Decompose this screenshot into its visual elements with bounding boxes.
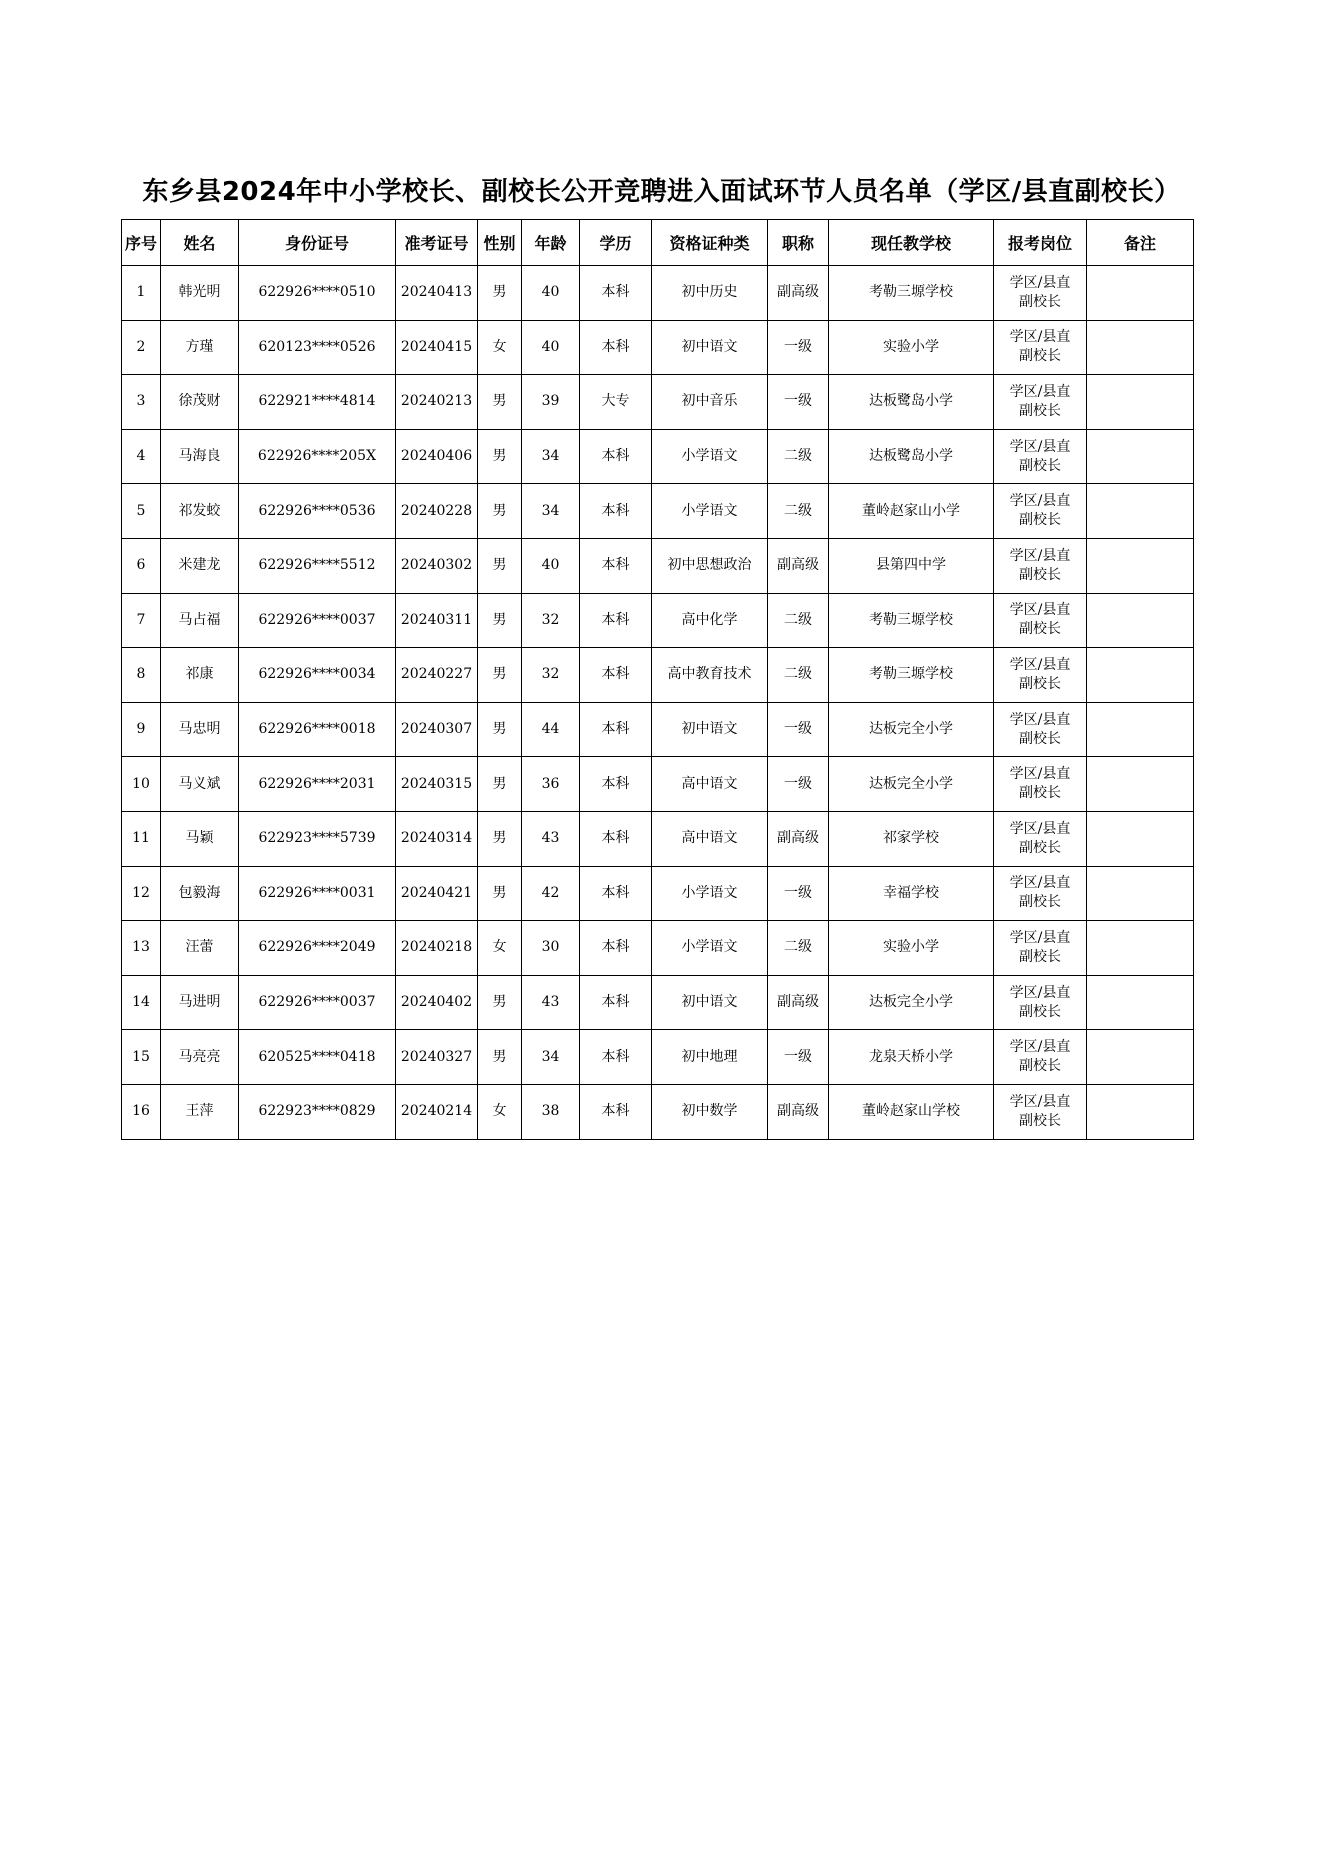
cell-applied-post [994,429,1087,484]
cell-title-rank: 一级 [768,375,829,430]
cell-remarks [1087,1084,1194,1139]
applied-post-text: 学区/县直副校长 [1009,1039,1071,1075]
cell-age: 32 [522,648,580,703]
cell-id-number: 622926****0037 [239,975,396,1030]
cell-education: 本科 [580,921,652,976]
cell-age: 44 [522,702,580,757]
cell-gender: 男 [478,593,522,648]
cell-age: 34 [522,429,580,484]
cell-exam-number: 20240218 [396,921,478,976]
cell-education: 本科 [580,866,652,921]
cell-current-school: 达板完全小学 [829,702,994,757]
cell-gender: 男 [478,702,522,757]
cell-gender: 男 [478,375,522,430]
cell-certificate-type: 小学语文 [652,429,768,484]
cell-education: 本科 [580,266,652,321]
cell-applied-post [994,648,1087,703]
cell-title-rank: 副高级 [768,1084,829,1139]
cell-id-number: 622926****0037 [239,593,396,648]
cell-current-school: 县第四中学 [829,538,994,593]
cell-current-school: 达板完全小学 [829,975,994,1030]
cell-id-number: 620123****0526 [239,320,396,375]
cell-remarks [1087,593,1194,648]
cell-seq: 7 [122,593,161,648]
applied-post-text: 学区/县直副校长 [1009,547,1071,583]
cell-education: 本科 [580,648,652,703]
cell-seq: 1 [122,266,161,321]
table-row [122,429,1194,484]
cell-title-rank: 副高级 [768,975,829,1030]
cell-certificate-type: 小学语文 [652,921,768,976]
cell-gender: 女 [478,921,522,976]
cell-remarks [1087,538,1194,593]
cell-id-number: 622926****0018 [239,702,396,757]
cell-title-rank: 副高级 [768,266,829,321]
cell-remarks [1087,320,1194,375]
cell-id-number: 622926****0031 [239,866,396,921]
header-id-number: 身份证号 [239,220,396,266]
applied-post-text: 学区/县直副校长 [1009,820,1071,856]
cell-gender: 男 [478,538,522,593]
applied-post-text: 学区/县直副校长 [1009,274,1071,310]
cell-certificate-type: 高中语文 [652,757,768,812]
cell-title-rank: 二级 [768,648,829,703]
header-applied-post: 报考岗位 [994,220,1087,266]
header-current-school: 现任教学校 [829,220,994,266]
cell-remarks [1087,484,1194,539]
cell-applied-post [994,702,1087,757]
cell-id-number: 622926****0510 [239,266,396,321]
cell-name: 祁康 [161,648,239,703]
cell-current-school: 实验小学 [829,320,994,375]
cell-exam-number: 20240227 [396,648,478,703]
cell-certificate-type: 初中语文 [652,320,768,375]
cell-seq: 4 [122,429,161,484]
cell-certificate-type: 初中语文 [652,702,768,757]
cell-education: 本科 [580,593,652,648]
cell-gender: 女 [478,320,522,375]
cell-gender: 男 [478,429,522,484]
cell-education: 本科 [580,484,652,539]
cell-name: 王萍 [161,1084,239,1139]
cell-current-school: 考勒三塬学校 [829,593,994,648]
cell-gender: 男 [478,266,522,321]
cell-seq: 3 [122,375,161,430]
cell-age: 34 [522,1030,580,1085]
cell-age: 43 [522,975,580,1030]
cell-current-school: 龙泉天桥小学 [829,1030,994,1085]
applied-post-text: 学区/县直副校长 [1009,493,1071,529]
cell-seq: 2 [122,320,161,375]
applied-post-text: 学区/县直副校长 [1009,602,1071,638]
cell-certificate-type: 小学语文 [652,866,768,921]
cell-id-number: 622926****5512 [239,538,396,593]
table-row [122,1030,1194,1085]
table-row [122,538,1194,593]
cell-education: 大专 [580,375,652,430]
applied-post-text: 学区/县直副校长 [1009,656,1071,692]
cell-gender: 男 [478,975,522,1030]
cell-remarks [1087,866,1194,921]
cell-seq: 5 [122,484,161,539]
cell-remarks [1087,757,1194,812]
cell-name: 马义斌 [161,757,239,812]
cell-certificate-type: 初中地理 [652,1030,768,1085]
applied-post-text: 学区/县直副校长 [1009,1093,1071,1129]
cell-title-rank: 二级 [768,429,829,484]
cell-title-rank: 副高级 [768,538,829,593]
cell-exam-number: 20240415 [396,320,478,375]
table-row [122,320,1194,375]
cell-name: 马海良 [161,429,239,484]
cell-title-rank: 二级 [768,484,829,539]
cell-exam-number: 20240406 [396,429,478,484]
applied-post-text: 学区/县直副校长 [1009,875,1071,911]
cell-remarks [1087,975,1194,1030]
cell-remarks [1087,429,1194,484]
cell-applied-post [994,484,1087,539]
cell-age: 36 [522,757,580,812]
cell-current-school: 达板完全小学 [829,757,994,812]
cell-exam-number: 20240327 [396,1030,478,1085]
cell-name: 韩光明 [161,266,239,321]
cell-education: 本科 [580,1030,652,1085]
cell-current-school: 达板鹭岛小学 [829,429,994,484]
cell-name: 汪蕾 [161,921,239,976]
cell-age: 39 [522,375,580,430]
applied-post-text: 学区/县直副校长 [1009,438,1071,474]
cell-seq: 11 [122,811,161,866]
cell-age: 40 [522,320,580,375]
cell-gender: 男 [478,484,522,539]
document-title: 东乡县2024年中小学校长、副校长公开竞聘进入面试环节人员名单（学区/县直副校长） [142,177,1181,207]
cell-current-school: 董岭赵家山学校 [829,1084,994,1139]
cell-seq: 16 [122,1084,161,1139]
table-row [122,1084,1194,1139]
cell-age: 32 [522,593,580,648]
cell-current-school: 实验小学 [829,921,994,976]
header-gender: 性别 [478,220,522,266]
cell-age: 34 [522,484,580,539]
applied-post-text: 学区/县直副校长 [1009,383,1071,419]
cell-name: 马亮亮 [161,1030,239,1085]
cell-title-rank: 一级 [768,1030,829,1085]
cell-certificate-type: 高中化学 [652,593,768,648]
cell-education: 本科 [580,702,652,757]
cell-title-rank: 副高级 [768,811,829,866]
cell-seq: 8 [122,648,161,703]
cell-id-number: 622926****2031 [239,757,396,812]
table-row [122,811,1194,866]
cell-age: 43 [522,811,580,866]
cell-name: 包毅海 [161,866,239,921]
cell-remarks [1087,702,1194,757]
cell-seq: 6 [122,538,161,593]
cell-applied-post [994,757,1087,812]
cell-name: 方瑾 [161,320,239,375]
cell-remarks [1087,921,1194,976]
cell-gender: 男 [478,1030,522,1085]
cell-seq: 10 [122,757,161,812]
cell-applied-post [994,1030,1087,1085]
cell-applied-post [994,811,1087,866]
cell-current-school: 祁家学校 [829,811,994,866]
cell-exam-number: 20240213 [396,375,478,430]
cell-id-number: 622926****205X [239,429,396,484]
header-exam-number: 准考证号 [396,220,478,266]
cell-age: 40 [522,538,580,593]
applied-post-text: 学区/县直副校长 [1009,766,1071,802]
cell-exam-number: 20240413 [396,266,478,321]
cell-gender: 男 [478,811,522,866]
cell-exam-number: 20240315 [396,757,478,812]
cell-current-school: 董岭赵家山小学 [829,484,994,539]
header-name: 姓名 [161,220,239,266]
cell-remarks [1087,266,1194,321]
header-seq: 序号 [122,220,161,266]
candidate-table [121,219,1194,1140]
cell-title-rank: 一级 [768,702,829,757]
cell-name: 米建龙 [161,538,239,593]
cell-current-school: 考勒三塬学校 [829,648,994,703]
cell-name: 马占福 [161,593,239,648]
cell-title-rank: 一级 [768,320,829,375]
cell-age: 40 [522,266,580,321]
cell-applied-post [994,975,1087,1030]
cell-id-number: 622923****5739 [239,811,396,866]
cell-title-rank: 二级 [768,593,829,648]
cell-gender: 男 [478,757,522,812]
cell-name: 祁发蛟 [161,484,239,539]
cell-applied-post [994,266,1087,321]
table-row [122,975,1194,1030]
applied-post-text: 学区/县直副校长 [1009,984,1071,1020]
applied-post-text: 学区/县直副校长 [1009,929,1071,965]
cell-current-school: 幸福学校 [829,866,994,921]
cell-exam-number: 20240311 [396,593,478,648]
header-remarks: 备注 [1087,220,1194,266]
header-age: 年龄 [522,220,580,266]
cell-gender: 男 [478,648,522,703]
cell-seq: 13 [122,921,161,976]
header-education: 学历 [580,220,652,266]
cell-certificate-type: 高中教育技术 [652,648,768,703]
cell-id-number: 622921****4814 [239,375,396,430]
cell-title-rank: 二级 [768,921,829,976]
cell-title-rank: 一级 [768,757,829,812]
cell-id-number: 622926****0034 [239,648,396,703]
cell-exam-number: 20240307 [396,702,478,757]
cell-remarks [1087,811,1194,866]
table-row [122,266,1194,321]
cell-exam-number: 20240228 [396,484,478,539]
table-row [122,648,1194,703]
cell-education: 本科 [580,811,652,866]
cell-title-rank: 一级 [768,866,829,921]
cell-exam-number: 20240214 [396,1084,478,1139]
cell-exam-number: 20240421 [396,866,478,921]
cell-applied-post [994,538,1087,593]
cell-certificate-type: 高中语文 [652,811,768,866]
table-row [122,593,1194,648]
header-title-rank: 职称 [768,220,829,266]
cell-applied-post [994,593,1087,648]
cell-applied-post [994,375,1087,430]
applied-post-text: 学区/县直副校长 [1009,711,1071,747]
cell-exam-number: 20240302 [396,538,478,593]
cell-applied-post [994,921,1087,976]
cell-applied-post [994,320,1087,375]
table-header-row [122,220,1194,266]
cell-age: 30 [522,921,580,976]
header-certificate-type: 资格证种类 [652,220,768,266]
table-row [122,921,1194,976]
cell-name: 马忠明 [161,702,239,757]
cell-education: 本科 [580,538,652,593]
cell-id-number: 620525****0418 [239,1030,396,1085]
cell-id-number: 622926****0536 [239,484,396,539]
cell-name: 徐茂财 [161,375,239,430]
cell-remarks [1087,375,1194,430]
cell-education: 本科 [580,1084,652,1139]
table-row [122,375,1194,430]
cell-applied-post [994,866,1087,921]
cell-age: 38 [522,1084,580,1139]
cell-current-school: 考勒三塬学校 [829,266,994,321]
table-row [122,702,1194,757]
cell-seq: 12 [122,866,161,921]
cell-certificate-type: 初中思想政治 [652,538,768,593]
cell-id-number: 622923****0829 [239,1084,396,1139]
cell-current-school: 达板鹭岛小学 [829,375,994,430]
cell-applied-post [994,1084,1087,1139]
cell-exam-number: 20240314 [396,811,478,866]
applied-post-text: 学区/县直副校长 [1009,329,1071,365]
cell-gender: 女 [478,1084,522,1139]
cell-education: 本科 [580,320,652,375]
cell-remarks [1087,648,1194,703]
cell-certificate-type: 小学语文 [652,484,768,539]
cell-certificate-type: 初中音乐 [652,375,768,430]
cell-certificate-type: 初中语文 [652,975,768,1030]
cell-seq: 9 [122,702,161,757]
cell-id-number: 622926****2049 [239,921,396,976]
cell-certificate-type: 初中历史 [652,266,768,321]
cell-seq: 15 [122,1030,161,1085]
cell-age: 42 [522,866,580,921]
cell-education: 本科 [580,975,652,1030]
cell-gender: 男 [478,866,522,921]
table-row [122,484,1194,539]
cell-name: 马进明 [161,975,239,1030]
table-row [122,866,1194,921]
cell-exam-number: 20240402 [396,975,478,1030]
cell-name: 马颖 [161,811,239,866]
cell-education: 本科 [580,429,652,484]
cell-remarks [1087,1030,1194,1085]
table-row [122,757,1194,812]
cell-seq: 14 [122,975,161,1030]
cell-education: 本科 [580,757,652,812]
cell-certificate-type: 初中数学 [652,1084,768,1139]
